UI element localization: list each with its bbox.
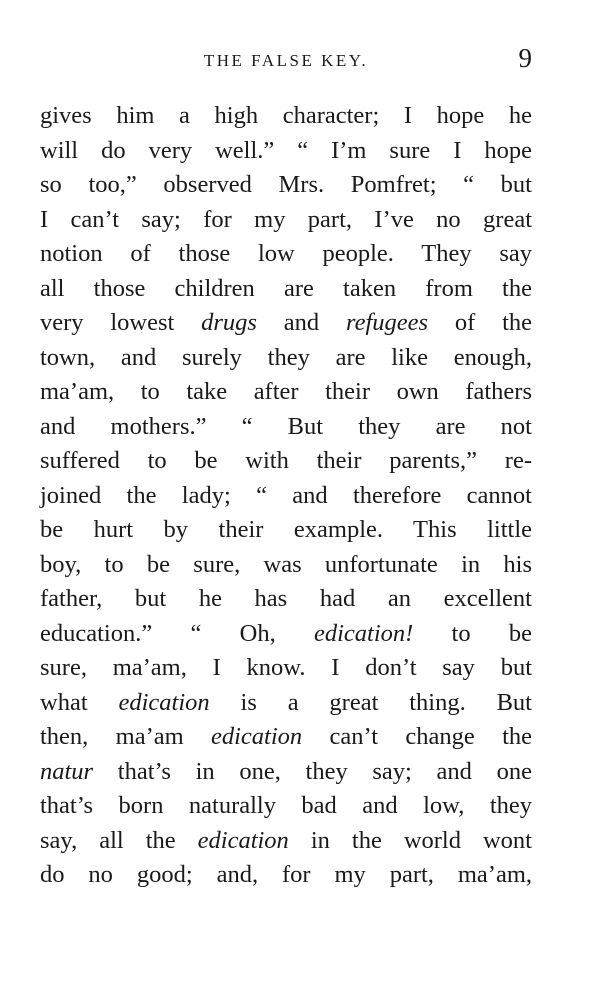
text-line — [40, 237, 532, 272]
text-line — [40, 99, 532, 134]
text-line — [40, 341, 532, 376]
text-run: then, ma’am — [40, 723, 211, 750]
italic-text: refugees — [345, 309, 429, 336]
text-run: town, and surely they are like enough, — [40, 343, 532, 371]
text-run: all those children are taken from the — [40, 274, 532, 302]
text-run: in the world wont — [288, 826, 532, 854]
text-line — [40, 444, 532, 479]
text-line — [40, 651, 532, 686]
text-line — [40, 582, 532, 617]
text-run: father, but he has had an excellent — [40, 585, 532, 612]
text-line — [40, 168, 532, 203]
text-line — [40, 513, 532, 548]
text-run: that’s born naturally bad and low, they — [40, 792, 532, 819]
text-run: that’s in one, they say; and one — [93, 757, 532, 785]
text-run: and mothers.” “ But they are not — [40, 412, 532, 440]
text-run: to be — [413, 619, 532, 647]
text-run: say, all the — [40, 826, 198, 854]
text-line — [40, 824, 532, 859]
text-run: be hurt by their example. This little — [40, 516, 532, 543]
text-run: can’t change the — [302, 723, 533, 750]
text-line — [40, 858, 532, 893]
text-line — [40, 479, 532, 514]
text-run: sure, ma’am, I know. I don’t say but — [40, 654, 532, 681]
text-line — [40, 272, 532, 307]
text-run: ma’am, to take after their own fathers — [40, 378, 532, 405]
running-head — [40, 43, 532, 78]
text-line — [40, 548, 532, 583]
text-run: so too,” observed Mrs. Pomfret; “ but — [40, 171, 532, 198]
text-run: education.” “ Oh, — [40, 619, 314, 647]
text-line — [40, 789, 532, 824]
text-line — [40, 306, 532, 341]
text-run: very lowest — [40, 309, 202, 336]
text-line — [40, 203, 532, 238]
page-number: 9 — [518, 43, 532, 73]
text-run: will do very well.” “ I’m sure I hope — [40, 136, 532, 164]
body-text — [40, 99, 532, 893]
italic-text: edication — [118, 688, 210, 716]
text-run: notion of those low people. They say — [40, 240, 532, 267]
text-run: joined the lady; “ and therefore cannot — [40, 481, 532, 509]
text-line — [40, 686, 532, 721]
text-run: and — [256, 309, 346, 336]
text-run: do no good; and, for my part, ma’am, — [40, 861, 532, 888]
italic-text: drugs — [201, 309, 257, 336]
text-run: I can’t say; for my part, I’ve no great — [40, 205, 532, 233]
text-run: boy, to be sure, was unfortunate in his — [40, 550, 532, 578]
text-line — [40, 375, 532, 410]
italic-text: edication — [197, 826, 289, 854]
text-run: what — [40, 688, 119, 716]
italic-text: edication! — [313, 619, 414, 647]
text-line — [40, 617, 532, 652]
text-line — [40, 410, 532, 445]
text-line — [40, 134, 532, 169]
text-line — [40, 720, 532, 755]
text-run: is a great thing. But — [209, 688, 532, 716]
text-line — [40, 755, 532, 790]
italic-text: edication — [211, 723, 303, 750]
italic-text: natur — [40, 757, 94, 785]
running-title: THE FALSE KEY. — [203, 51, 369, 70]
text-run: gives him a high character; I hope he — [40, 102, 532, 129]
text-run: suffered to be with their parents,” re- — [40, 447, 532, 474]
text-run: of the — [428, 309, 533, 336]
